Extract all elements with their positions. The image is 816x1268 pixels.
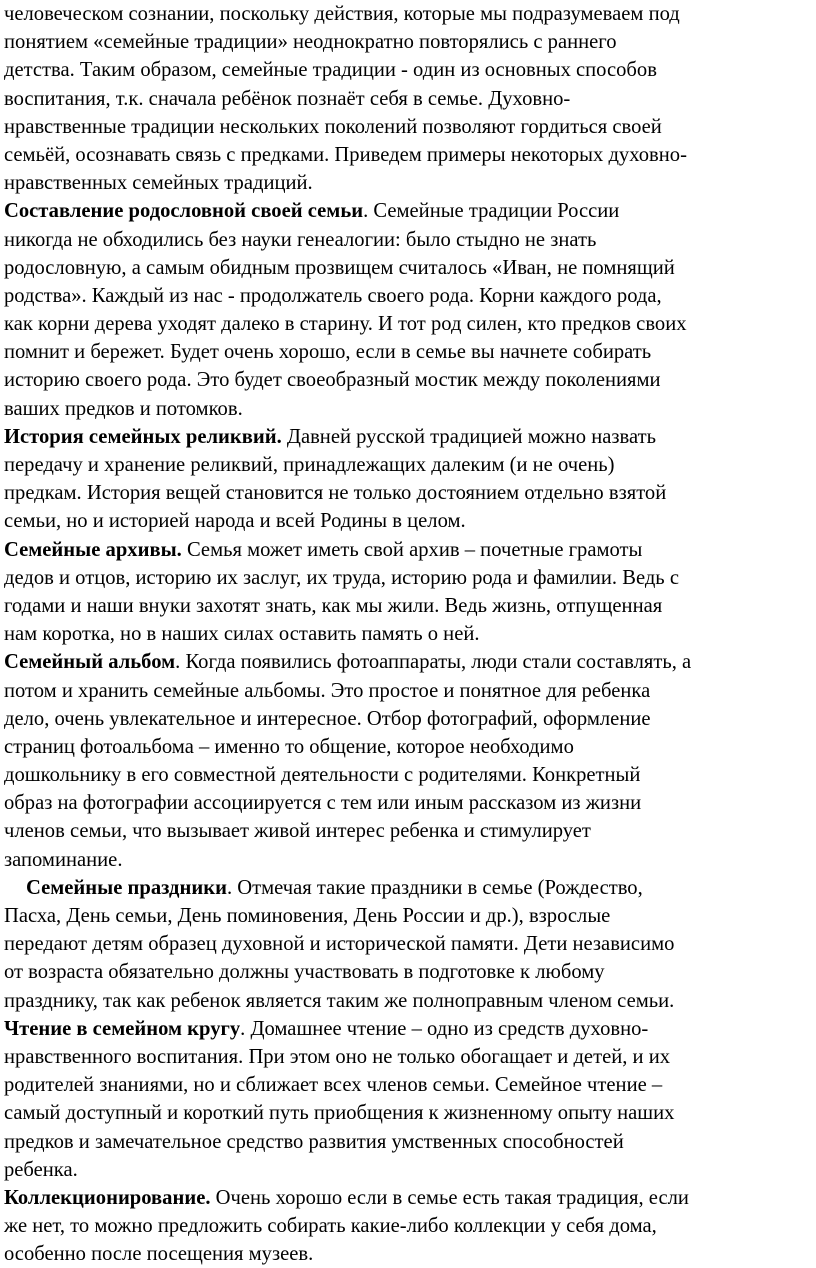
text-line: годами и наши внуки захотят знать, как мы жили. Ведь жизнь, отпущенная — [4, 594, 663, 617]
text-line: дело, очень увлекательное и интересное. Отбор фотографий, оформление — [4, 707, 651, 730]
text-line: особенно после посещения музеев. — [4, 1243, 314, 1266]
text-line: родителей знаниями, но и сближает всех членов семьи. Семейное чтение – — [4, 1074, 663, 1097]
text-line: семьи, но и историей народа и всей Родины в целом. — [4, 510, 466, 533]
intro-paragraph — [4, 0, 816, 197]
text-line: историю своего рода. Это будет своеобразный мостик между поколениями — [4, 369, 661, 392]
section-archives — [4, 536, 816, 649]
section-genealogy — [4, 197, 816, 423]
text-line: празднику, так как ребенок является таким же полноправным членом семьи. — [4, 989, 675, 1012]
section-heading: История семейных реликвий. — [4, 425, 282, 448]
section-first-line — [4, 423, 816, 451]
section-heading: Чтение в семейном кругу — [4, 1017, 241, 1040]
section-heading: Семейные праздники — [26, 876, 227, 899]
section-heading: Семейный альбом — [4, 651, 176, 674]
text-line: семьёй, осознавать связь с предками. Приведем примеры некоторых духовно- — [4, 143, 687, 166]
section-text: . Домашнее чтение – одно из средств духовно- — [240, 1017, 649, 1040]
text-line: Пасха, День семьи, День поминовения, День России и др.), взрослые — [4, 905, 611, 927]
text-line: передают детям образец духовной и исторической памяти. Дети независимо — [4, 933, 675, 956]
section-heading: Коллекционирование. — [4, 1186, 211, 1209]
text-line: предкам. История вещей становится не только достоянием отдельно взятой — [4, 482, 667, 505]
text-line: человеческом сознании, поскольку действия, которые мы подразумеваем под — [4, 3, 680, 25]
text-line: самый доступный и короткий путь приобщения к жизненному опыту наших — [4, 1102, 675, 1125]
text-line: потом и хранить семейные альбомы. Это простое и понятное для ребенка — [4, 679, 651, 702]
section-relics — [4, 423, 816, 536]
section-text: . Отмечая такие праздники в семье (Рождество, — [226, 876, 643, 899]
section-heading: Составление родословной своей семьи — [4, 200, 364, 223]
text-line: предков и замечательное средство развития умственных способностей — [4, 1130, 624, 1153]
section-first-line — [4, 1015, 816, 1043]
text-line: понятием «семейные традиции» неоднократно повторялись с раннего — [4, 31, 617, 54]
text-line: нравственного воспитания. При этом оно не только обогащает и детей, и их — [4, 1045, 671, 1068]
text-line: членов семьи, что вызывает живой интерес ребенка и стимулирует — [4, 820, 591, 843]
text-line: как корни дерева уходят далеко в старину. И тот род силен, кто предков своих — [4, 313, 687, 336]
text-line: образ на фотографии ассоциируется с тем или иным рассказом из жизни — [4, 792, 642, 815]
text-line: родословную, а самым обидным прозвищем считалось «Иван, не помнящий — [4, 256, 675, 279]
text-line: передачу и хранение реликвий, принадлежащих далеким (и не очень) — [4, 454, 615, 476]
section-text: . Семейные традиции России — [363, 200, 620, 223]
document-page — [4, 0, 816, 1268]
section-text: Очень хорошо если в семье есть такая традиция, если — [210, 1186, 689, 1209]
text-line: же нет, то можно предложить собирать какие-либо коллекции у себя дома, — [4, 1215, 657, 1238]
text-line: страниц фотоальбома – именно то общение, которое необходимо — [4, 735, 574, 758]
section-first-line — [4, 1184, 816, 1212]
section-first-line — [4, 648, 816, 676]
section-album — [4, 648, 816, 874]
text-line: никогда не обходились без науки генеалогии: было стыдно не знать — [4, 228, 597, 251]
text-line: ребенка. — [4, 1158, 78, 1181]
text-line: помнит и бережет. Будет очень хорошо, если в семье вы начнете собирать — [4, 341, 652, 364]
text-line: детства. Таким образом, семейные традиции - один из основных способов — [4, 59, 657, 82]
text-line: дошкольнику в его совместной деятельности с родителями. Конкретный — [4, 764, 641, 787]
text-line: от возраста обязательно должны участвовать в подготовке к любому — [4, 961, 605, 984]
text-line: нравственные традиции нескольких поколений позволяют гордиться своей — [4, 115, 662, 138]
section-heading: Семейные архивы. — [4, 538, 182, 561]
section-first-line — [4, 536, 816, 564]
section-collecting — [4, 1184, 816, 1268]
text-line: нам коротка, но в наших силах оставить память о ней. — [4, 623, 480, 646]
text-line: запоминание. — [4, 848, 123, 871]
section-first-line — [4, 874, 816, 902]
text-line: родства». Каждый из нас - продолжатель своего рода. Корни каждого рода, — [4, 284, 662, 307]
text-line: нравственных семейных традиций. — [4, 172, 313, 195]
section-holidays — [4, 874, 816, 1015]
text-line: ваших предков и потомков. — [4, 397, 243, 420]
section-reading — [4, 1015, 816, 1184]
section-text: Давней русской традицией можно назвать — [281, 425, 656, 448]
section-first-line — [4, 197, 816, 225]
section-text: . Когда появились фотоаппараты, люди стали составлять, а — [175, 651, 692, 674]
text-line: воспитания, т.к. сначала ребёнок познаёт себя в семье. Духовно- — [4, 87, 571, 110]
text-line: дедов и отцов, историю их заслуг, их труда, историю рода и фамилии. Ведь с — [4, 566, 679, 589]
section-text: Семья может иметь свой архив – почетные грамоты — [181, 538, 643, 561]
